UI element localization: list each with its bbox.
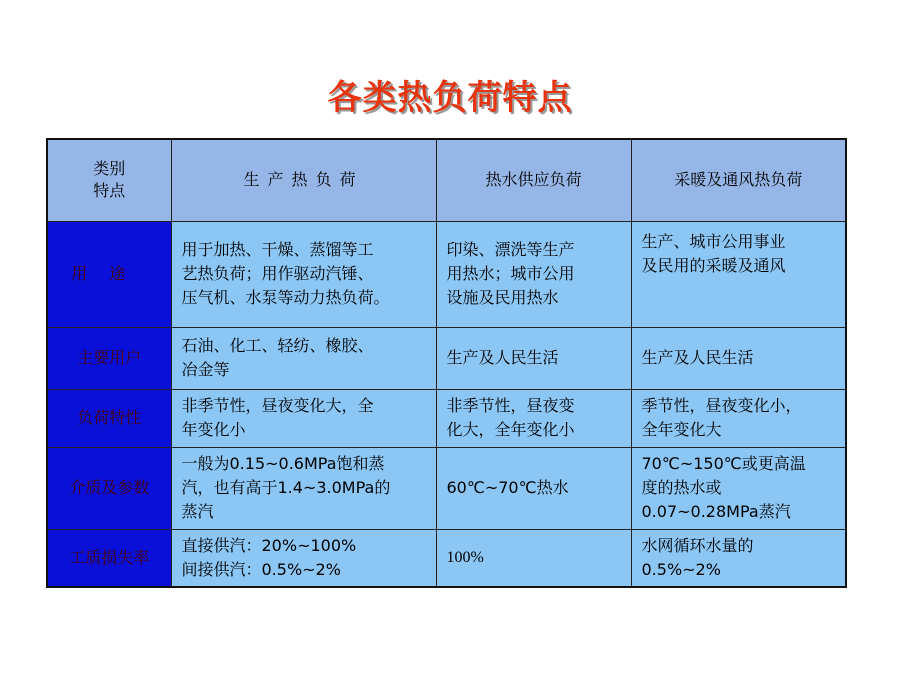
table-cell <box>631 389 846 447</box>
cell-line: 60℃~70℃热水 <box>446 478 569 497</box>
table-cell <box>631 529 846 587</box>
cell-line: 生产及人民生活 <box>641 348 754 367</box>
header-row <box>47 139 846 221</box>
cell-line: 0.5%~2% <box>641 559 721 579</box>
cell-line: 70℃~150℃或更高温 <box>641 454 806 473</box>
table-row <box>47 529 846 587</box>
table-cell <box>436 529 631 587</box>
cell-line: 汽，也有高于1.4~3.0MPa的 <box>181 478 391 497</box>
cell-line: 艺热负荷；用作驱动汽锤、 <box>181 264 374 283</box>
cell-line: 及民用的采暖及通风 <box>641 255 786 275</box>
table-cell <box>436 221 631 327</box>
heat-load-table <box>46 138 847 588</box>
table-row <box>47 221 846 327</box>
table-cell <box>436 327 631 389</box>
cell-line: 一般为0.15~0.6MPa饱和蒸 <box>181 454 385 473</box>
row-header-main-users: 主要用户 <box>47 327 171 389</box>
cell-line: 生产、城市公用事业 <box>641 231 786 251</box>
cell-line: 化大，全年变化小 <box>446 420 575 439</box>
cell-line: 压气机、水泵等动力热负荷。 <box>181 288 390 307</box>
cell-line: 全年变化大 <box>641 420 722 439</box>
table-cell <box>171 447 436 529</box>
cell-line: 0.07~0.28MPa蒸汽 <box>641 502 791 521</box>
corner-header-cell <box>47 139 171 221</box>
table-cell <box>171 529 436 587</box>
corner-label-category: 类别 <box>93 159 126 179</box>
row-header-load-characteristics: 负荷特性 <box>47 389 171 447</box>
column-header-hot-water: 热水供应负荷 <box>436 139 631 221</box>
table-cell <box>171 327 436 389</box>
cell-line: 用热水；城市公用 <box>446 264 575 283</box>
column-header-heating-ventilation: 采暖及通风热负荷 <box>631 139 846 221</box>
table-row <box>47 447 846 529</box>
table-cell <box>171 221 436 327</box>
table-cell <box>631 447 846 529</box>
cell-line: 季节性，昼夜变化小， <box>641 396 802 415</box>
cell-line: 非季节性，昼夜变 <box>446 396 575 415</box>
cell-line: 度的热水或 <box>641 478 722 497</box>
cell-line: 印染、漂洗等生产 <box>446 240 575 259</box>
cell-line: 用于加热、干燥、蒸馏等工 <box>181 240 374 259</box>
row-header-medium-parameters: 介质及参数 <box>47 447 171 529</box>
table-cell <box>631 327 846 389</box>
cell-line: 直接供汽：20%~100% <box>181 535 357 555</box>
cell-line: 蒸汽 <box>181 502 214 521</box>
cell-line: 石油、化工、轻纺、橡胶、 <box>181 336 374 355</box>
cell-line: 间接供汽：0.5%~2% <box>181 559 341 579</box>
cell-line: 非季节性，昼夜变化大，全 <box>181 396 374 415</box>
cell-line: 冶金等 <box>181 360 230 379</box>
table-cell <box>436 447 631 529</box>
page-title: 各类热负荷特点 <box>327 78 573 118</box>
cell-line: 100% <box>446 548 484 566</box>
cell-line: 年变化小 <box>181 420 246 439</box>
table-row <box>47 389 846 447</box>
cell-line: 生产及人民生活 <box>446 348 559 367</box>
cell-line: 设施及民用热水 <box>446 288 559 307</box>
corner-label-feature: 特点 <box>93 181 126 201</box>
table-row <box>47 327 846 389</box>
column-header-production: 生产热负荷 <box>171 139 436 221</box>
row-header-loss-rate: 工质损失率 <box>47 529 171 587</box>
table-cell <box>436 389 631 447</box>
row-header-usage: 用途 <box>47 221 171 327</box>
table-cell <box>171 389 436 447</box>
table-cell <box>631 221 846 327</box>
cell-line: 水网循环水量的 <box>641 535 754 555</box>
